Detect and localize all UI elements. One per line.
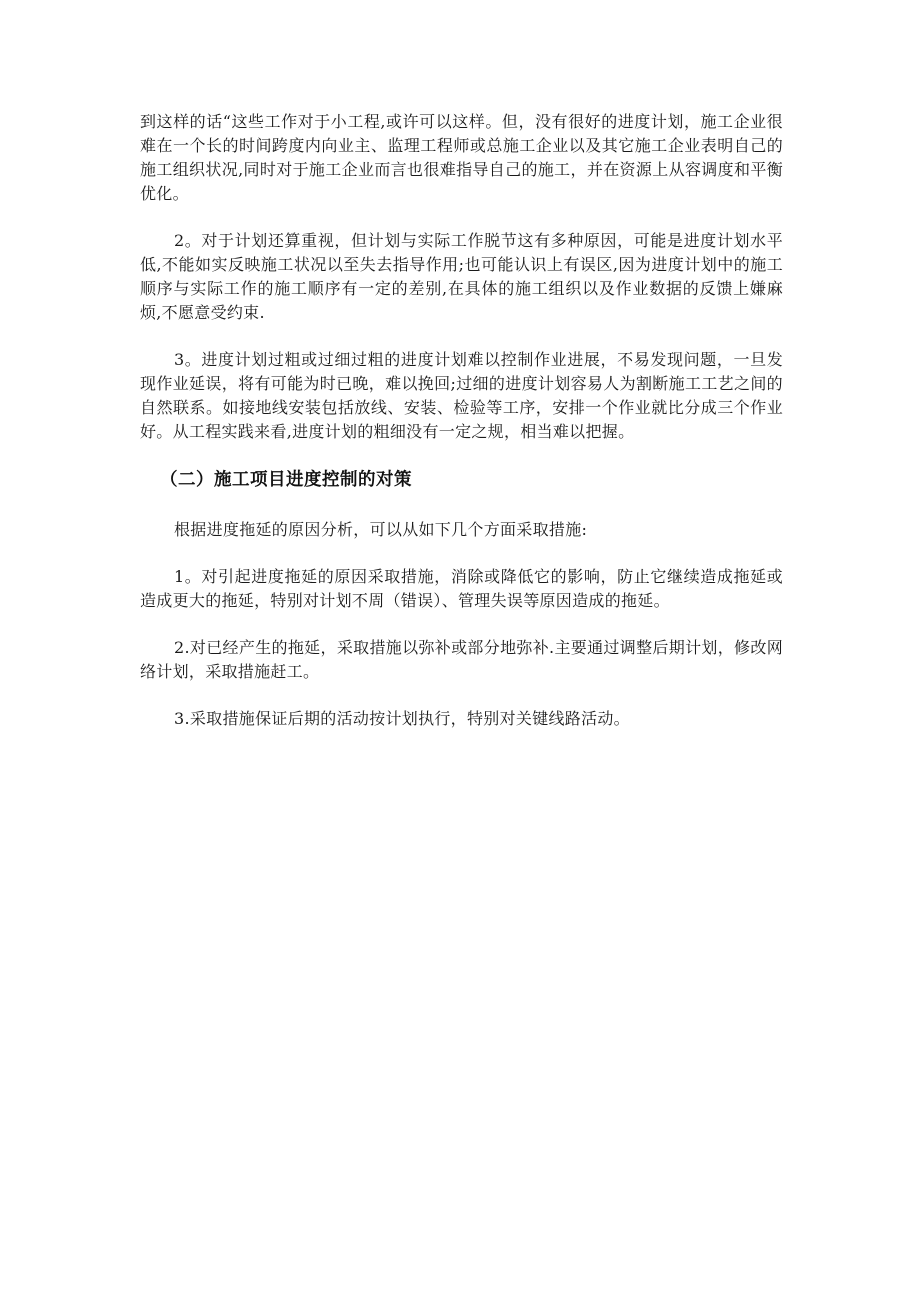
document-body [140, 110, 783, 754]
paragraph-point-2: 2。对于计划还算重视，但计划与实际工作脱节这有多种原因，可能是进度计划水平低,不能如实反映施工状况以至失去指导作用;也可能认识上有误区,因为进度计划中的施工顺序与实际工作的施工顺序有一定的差别,在具体的施工组织以及作业数据的反馈上嫌麻烦,不愿意受约束. [140, 231, 783, 322]
paragraph-measure-1: 1。对引起进度拖延的原因采取措施，消除或降低它的影响，防止它继续造成拖延或造成更大的拖延，特别对计划不周（错误）、管理失误等原因造成的拖延。 [140, 567, 783, 610]
section-heading: （二）施工项目进度控制的对策 [160, 470, 412, 490]
paragraph-point-3: 3。进度计划过粗或过细过粗的进度计划难以控制作业进展，不易发现问题，一旦发现作业延误，将有可能为时已晚，难以挽回;过细的进度计划容易人为割断施工工艺之间的自然联系。如接地线安装包括放线、安装、检验等工序，安排一个作业就比分成三个作业好。从工程实践来看,进度计划的粗细没有一定之规，相当难以把握。 [140, 350, 783, 441]
paragraph-continued-text: 到这样的话“这些工作对于小工程,或许可以这样。但，没有很好的进度计划，施工企业很难在一个长的时间跨度内向业主、监理工程师或总施工企业以及其它施工企业表明自己的施工组织状况,同时对于施工企业而言也很难指导自己的施工，并在资源上从容调度和平衡优化。 [140, 112, 783, 203]
paragraph-intro: 根据进度拖延的原因分析，可以从如下几个方面采取措施: [174, 520, 588, 539]
paragraph-measure-3: 3.采取措施保证后期的活动按计划执行，特别对关键线路活动。 [174, 709, 630, 728]
paragraph-measure-2: 2.对已经产生的拖延，采取措施以弥补或部分地弥补.主要通过调整后期计划，修改网络计划，采取措施赶工。 [140, 638, 783, 681]
